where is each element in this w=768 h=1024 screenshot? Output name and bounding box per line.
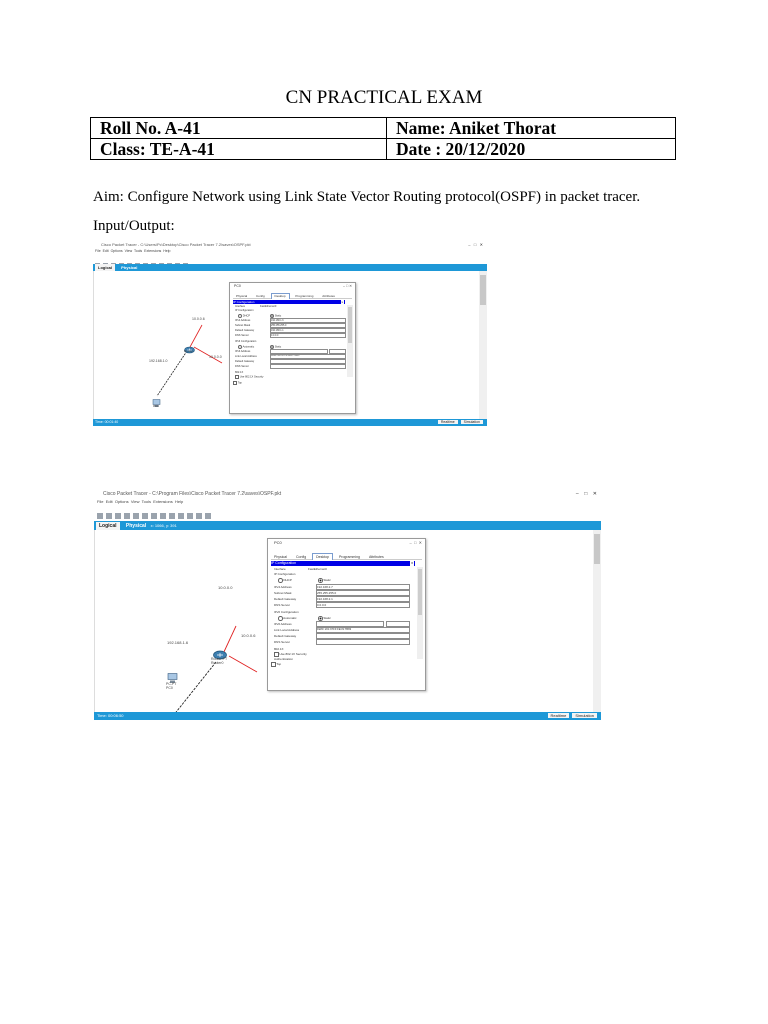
router-label: Router <box>184 349 194 353</box>
tab-desktop[interactable]: Desktop <box>271 293 290 299</box>
automatic-label: Automatic <box>242 345 255 349</box>
static-label: Static <box>323 578 331 583</box>
dot1x-option[interactable] <box>235 375 263 379</box>
automatic-radio[interactable] <box>278 616 283 621</box>
menu-item-extensions[interactable]: Extensions <box>144 249 162 253</box>
student-info-table <box>90 117 676 160</box>
dialog-controls <box>343 283 352 290</box>
ip-config-header-label: IP Configuration <box>271 561 297 565</box>
dialog-title: PC0 <box>274 540 282 545</box>
close-icon[interactable]: ✕ <box>592 491 597 497</box>
router-label: Router-PT Router0 <box>211 657 228 665</box>
workspace-canvas[interactable] <box>94 530 593 712</box>
ipv4-label: IPv4 Address <box>274 585 292 589</box>
toolbar-button[interactable] <box>124 513 130 519</box>
dot1x-option[interactable] <box>274 652 307 657</box>
subnet-label: Subnet Mask <box>274 591 292 595</box>
dot1x-checkbox[interactable] <box>274 652 279 657</box>
toolbar-button[interactable] <box>178 513 184 519</box>
workspace-scrollbar-thumb[interactable] <box>480 275 486 305</box>
close-icon[interactable]: ✕ <box>479 242 483 247</box>
ipv6-static-label: Static <box>274 345 282 349</box>
network-label: 192.168.1.6 <box>167 640 189 645</box>
maximize-icon[interactable]: □ <box>413 540 417 545</box>
minimize-icon[interactable]: – <box>409 540 412 545</box>
window-controls <box>576 489 597 499</box>
screenshot-1 <box>93 241 487 426</box>
dialog-scrollbar-thumb[interactable] <box>418 569 422 615</box>
workspace-scrollbar[interactable] <box>479 271 487 419</box>
ipv6-label: IPv6 Address <box>235 350 251 353</box>
pc-config-dialog <box>267 538 426 691</box>
gateway-label: Default Gateway <box>274 597 297 601</box>
pc-label: PC0 <box>153 404 159 408</box>
window-title: Cisco Packet Tracer - C:\Program Files\Cisco Packet Tracer 7.2\saves\OSPF.pkt <box>103 491 282 497</box>
dns-label: DNS Server <box>235 334 249 337</box>
menu-item-edit[interactable]: Edit <box>105 499 113 504</box>
automatic-label: Automatic <box>283 616 297 621</box>
dialog-scrollbar-thumb[interactable] <box>348 307 352 343</box>
status-bar <box>94 712 601 720</box>
toolbar-button[interactable] <box>187 513 193 519</box>
ipv6-dns-label: DNS Server <box>274 640 291 644</box>
ip-config-header-label: IP Configuration <box>233 300 255 304</box>
static-option[interactable] <box>318 578 331 583</box>
dialog-tabs <box>233 293 352 299</box>
top-label: Top <box>276 662 282 667</box>
dot1x-label: 802.1X <box>274 647 284 651</box>
ethernet-link <box>157 351 187 396</box>
toolbar-button[interactable] <box>115 513 121 519</box>
menu-item-options[interactable]: Options <box>114 499 129 504</box>
gateway-input[interactable]: 192.168.1.1 <box>270 328 346 333</box>
menu-item-view[interactable]: View <box>130 499 140 504</box>
input-output-heading: Input/Output: <box>93 218 175 234</box>
top-checkbox[interactable] <box>233 381 237 385</box>
pc-config-dialog <box>229 282 356 414</box>
window-title: Cisco Packet Tracer - C:\Users\Pc\Desktop\Cisco Packet Tracer 7.2\saves\OSPF.pkt <box>101 242 251 247</box>
menu-item-help[interactable]: Help <box>163 249 171 253</box>
ip-configuration-label: IP Configuration <box>274 572 296 576</box>
ipv6-dns-input[interactable] <box>316 639 410 645</box>
tab-logical[interactable]: Logical <box>95 264 115 271</box>
menu-bar <box>93 249 487 254</box>
automatic-radio[interactable] <box>238 345 242 349</box>
interface-label: Interface <box>274 567 286 571</box>
pc-label: PC-PT PC0 <box>166 682 177 690</box>
window-titlebar <box>94 489 601 499</box>
simulation-button[interactable]: Simulation <box>461 420 483 424</box>
close-icon[interactable]: x <box>341 300 343 304</box>
toolbar-button[interactable] <box>205 513 211 519</box>
maximize-icon[interactable]: □ <box>345 284 349 288</box>
interface-row <box>235 305 245 308</box>
ipv4-input[interactable]: 192.168.1.6 <box>270 318 346 323</box>
workspace-scrollbar-thumb[interactable] <box>594 534 600 564</box>
router-device[interactable] <box>184 341 195 359</box>
workspace-canvas[interactable] <box>93 271 479 419</box>
maximize-icon[interactable]: □ <box>473 242 477 247</box>
workspace-scrollbar[interactable] <box>593 530 601 712</box>
ipv6-config-label: IPv6 Configuration <box>235 340 257 343</box>
dot1x-checkbox[interactable] <box>235 375 239 379</box>
maximize-icon[interactable]: □ <box>584 491 588 497</box>
tab-physical[interactable]: Physical <box>123 522 149 530</box>
tab-programming[interactable]: Programming <box>338 555 360 559</box>
dot1x-use-label: Use 802.1X Security <box>239 375 264 379</box>
tab-physical[interactable]: Physical <box>118 264 140 271</box>
dialog-controls <box>410 539 422 547</box>
network-label: 192.168.1.0 <box>149 359 168 363</box>
tab-config[interactable]: Config <box>296 555 307 559</box>
gateway-label: Default Gateway <box>235 329 255 332</box>
close-icon[interactable]: ✕ <box>418 540 422 545</box>
menu-item-edit[interactable]: Edit <box>102 249 109 253</box>
cursor-coordinates: x: 1066, y: 391 <box>150 523 177 528</box>
interface-value[interactable]: FastEthernet0 <box>308 567 327 571</box>
top-label: Top <box>237 381 242 385</box>
toolbar-button[interactable] <box>169 513 175 519</box>
menu-item-tools[interactable]: Tools <box>134 249 143 253</box>
menu-item-file[interactable]: File <box>95 249 101 253</box>
dhcp-label: DHCP <box>283 578 292 583</box>
date-cell: Date : 20/12/2020 <box>387 139 676 160</box>
ipv6-static-radio[interactable] <box>318 616 323 621</box>
dot1x-label: 802.1X <box>235 371 244 374</box>
menu-item-help[interactable]: Help <box>175 499 184 504</box>
network-label: 10.0.0.0 <box>209 355 222 359</box>
toolbar-button[interactable] <box>142 513 148 519</box>
static-label: Static <box>274 314 282 318</box>
dialog-title: PC0 <box>234 284 241 288</box>
ipv4-label: IPv4 Address <box>235 319 251 322</box>
document-title: CN PRACTICAL EXAM <box>285 87 483 108</box>
class-cell: Class: TE-A-41 <box>91 139 387 160</box>
ipv6-gateway-label: Default Gateway <box>274 634 297 638</box>
status-bar <box>93 419 487 426</box>
dialog-tabs <box>271 553 422 560</box>
toolbar-button[interactable] <box>160 513 166 519</box>
ipv6-dns-input[interactable] <box>270 364 346 369</box>
ip-config-header <box>271 561 415 566</box>
realtime-button[interactable]: Realtime <box>548 713 570 718</box>
minimize-icon[interactable]: – <box>575 491 579 497</box>
dhcp-option[interactable] <box>278 578 292 583</box>
dhcp-option[interactable] <box>238 314 250 318</box>
toolbar-button[interactable] <box>151 513 157 519</box>
tab-attributes[interactable]: Attributes <box>322 294 335 298</box>
ipv6-gateway-label: Default Gateway <box>235 360 255 363</box>
realtime-button[interactable]: Realtime <box>438 420 458 424</box>
tab-logical[interactable]: Logical <box>96 522 120 530</box>
tab-desktop[interactable]: Desktop <box>312 553 333 560</box>
ip-configuration-label: IP Configuration <box>235 309 254 312</box>
dhcp-radio[interactable] <box>238 314 242 318</box>
link-local-input[interactable]: FE80::2E0:F7FF:FE6C:7EE5 <box>270 354 346 359</box>
toolbar-button[interactable] <box>97 513 103 519</box>
subnet-input[interactable]: 255.255.255.0 <box>270 323 346 328</box>
toolbar <box>94 506 601 514</box>
ipv6-static-label: Static <box>323 616 331 621</box>
screenshot-2 <box>94 489 601 720</box>
toolbar-button[interactable] <box>196 513 202 519</box>
toolbar-button[interactable] <box>133 513 139 519</box>
dns-input[interactable]: 0.0.0.0 <box>270 333 346 338</box>
router-device[interactable] <box>213 647 227 665</box>
minimize-icon[interactable]: – <box>468 242 471 247</box>
link-local-label: Link Local Address <box>274 628 300 632</box>
network-label: 10.0.0.6 <box>192 317 205 321</box>
menu-item-view[interactable]: View <box>124 249 133 253</box>
ip-config-header <box>233 300 345 304</box>
static-radio[interactable] <box>318 578 323 583</box>
mode-buttons <box>435 419 483 426</box>
table-row <box>91 118 676 139</box>
tab-physical[interactable]: Physical <box>274 555 288 559</box>
top-option[interactable] <box>233 381 242 385</box>
interface-label: Interface <box>235 305 246 308</box>
gateway-input[interactable]: 192.168.2.1 <box>316 596 410 602</box>
top-checkbox[interactable] <box>271 662 276 667</box>
roll-number-cell: Roll No. A-41 <box>91 118 387 139</box>
simulation-button[interactable]: Simulation <box>572 713 597 718</box>
toolbar <box>93 255 487 262</box>
subnet-label: Subnet Mask <box>235 324 251 327</box>
tab-attributes[interactable]: Attributes <box>368 555 384 559</box>
automatic-option[interactable] <box>278 616 297 621</box>
mode-buttons <box>545 712 597 720</box>
tab-programming[interactable]: Programming <box>295 294 314 298</box>
sim-time: Time: 00:01:40 <box>95 420 119 424</box>
close-icon[interactable]: x <box>411 561 413 565</box>
menu-bar <box>94 499 601 505</box>
ipv6-label: IPv6 Address <box>274 622 292 626</box>
menu-item-tools[interactable]: Tools <box>141 499 151 504</box>
aim-paragraph: Aim: Configure Network using Link State Vector Routing protocol(OSPF) in packet tracer. <box>93 189 641 205</box>
window-controls <box>468 241 483 249</box>
menu-item-file[interactable]: File <box>97 499 104 504</box>
pc-device[interactable] <box>167 671 178 689</box>
link-local-label: Link Local Address <box>235 355 257 358</box>
top-option[interactable] <box>271 662 281 667</box>
pc-device[interactable] <box>152 395 161 413</box>
network-label: 10.0.0.0 <box>218 585 233 590</box>
sim-time: Time: 00:06:50 <box>97 713 124 718</box>
ipv6-dns-label: DNS Server <box>235 365 249 368</box>
window-titlebar <box>93 241 487 249</box>
table-row <box>91 139 676 160</box>
dhcp-radio[interactable] <box>278 578 283 583</box>
menu-item-options[interactable]: Options <box>110 249 123 253</box>
dns-label: DNS Server <box>274 603 291 607</box>
close-icon[interactable]: ✕ <box>349 284 352 288</box>
dhcp-label: DHCP <box>242 314 251 318</box>
ipv6-config-label: IPv6 Configuration <box>274 610 299 614</box>
minimize-icon[interactable]: – <box>343 284 345 288</box>
ipv6-static-option[interactable] <box>318 616 331 621</box>
interface-value[interactable]: FastEthernet0 <box>260 305 277 308</box>
dialog-scrollbar[interactable] <box>347 305 353 377</box>
workspace-tabstrip <box>93 264 487 271</box>
tab-config[interactable]: Config <box>256 294 265 298</box>
toolbar-button[interactable] <box>106 513 112 519</box>
subnet-input[interactable]: 255.255.255.0 <box>316 590 410 596</box>
ipv4-input[interactable]: 192.168.2.7 <box>316 584 410 590</box>
student-name-cell: Name: Aniket Thorat <box>387 118 676 139</box>
dot1x-use-label: Use 802.1X Security <box>279 652 307 657</box>
dialog-scrollbar[interactable] <box>417 567 423 659</box>
link-local-input[interactable]: FE80::201:97FF:FEC9:7B83 <box>316 627 410 633</box>
network-label: 10.0.0.6 <box>241 633 256 638</box>
workspace-tabstrip <box>94 521 601 530</box>
tab-physical[interactable]: Physical <box>236 294 248 298</box>
dns-input[interactable]: 0.0.0.0 <box>316 602 410 608</box>
menu-item-extensions[interactable]: Extensions <box>153 499 173 504</box>
automatic-option[interactable] <box>238 345 254 349</box>
authentication-label: Authentication <box>274 657 294 661</box>
